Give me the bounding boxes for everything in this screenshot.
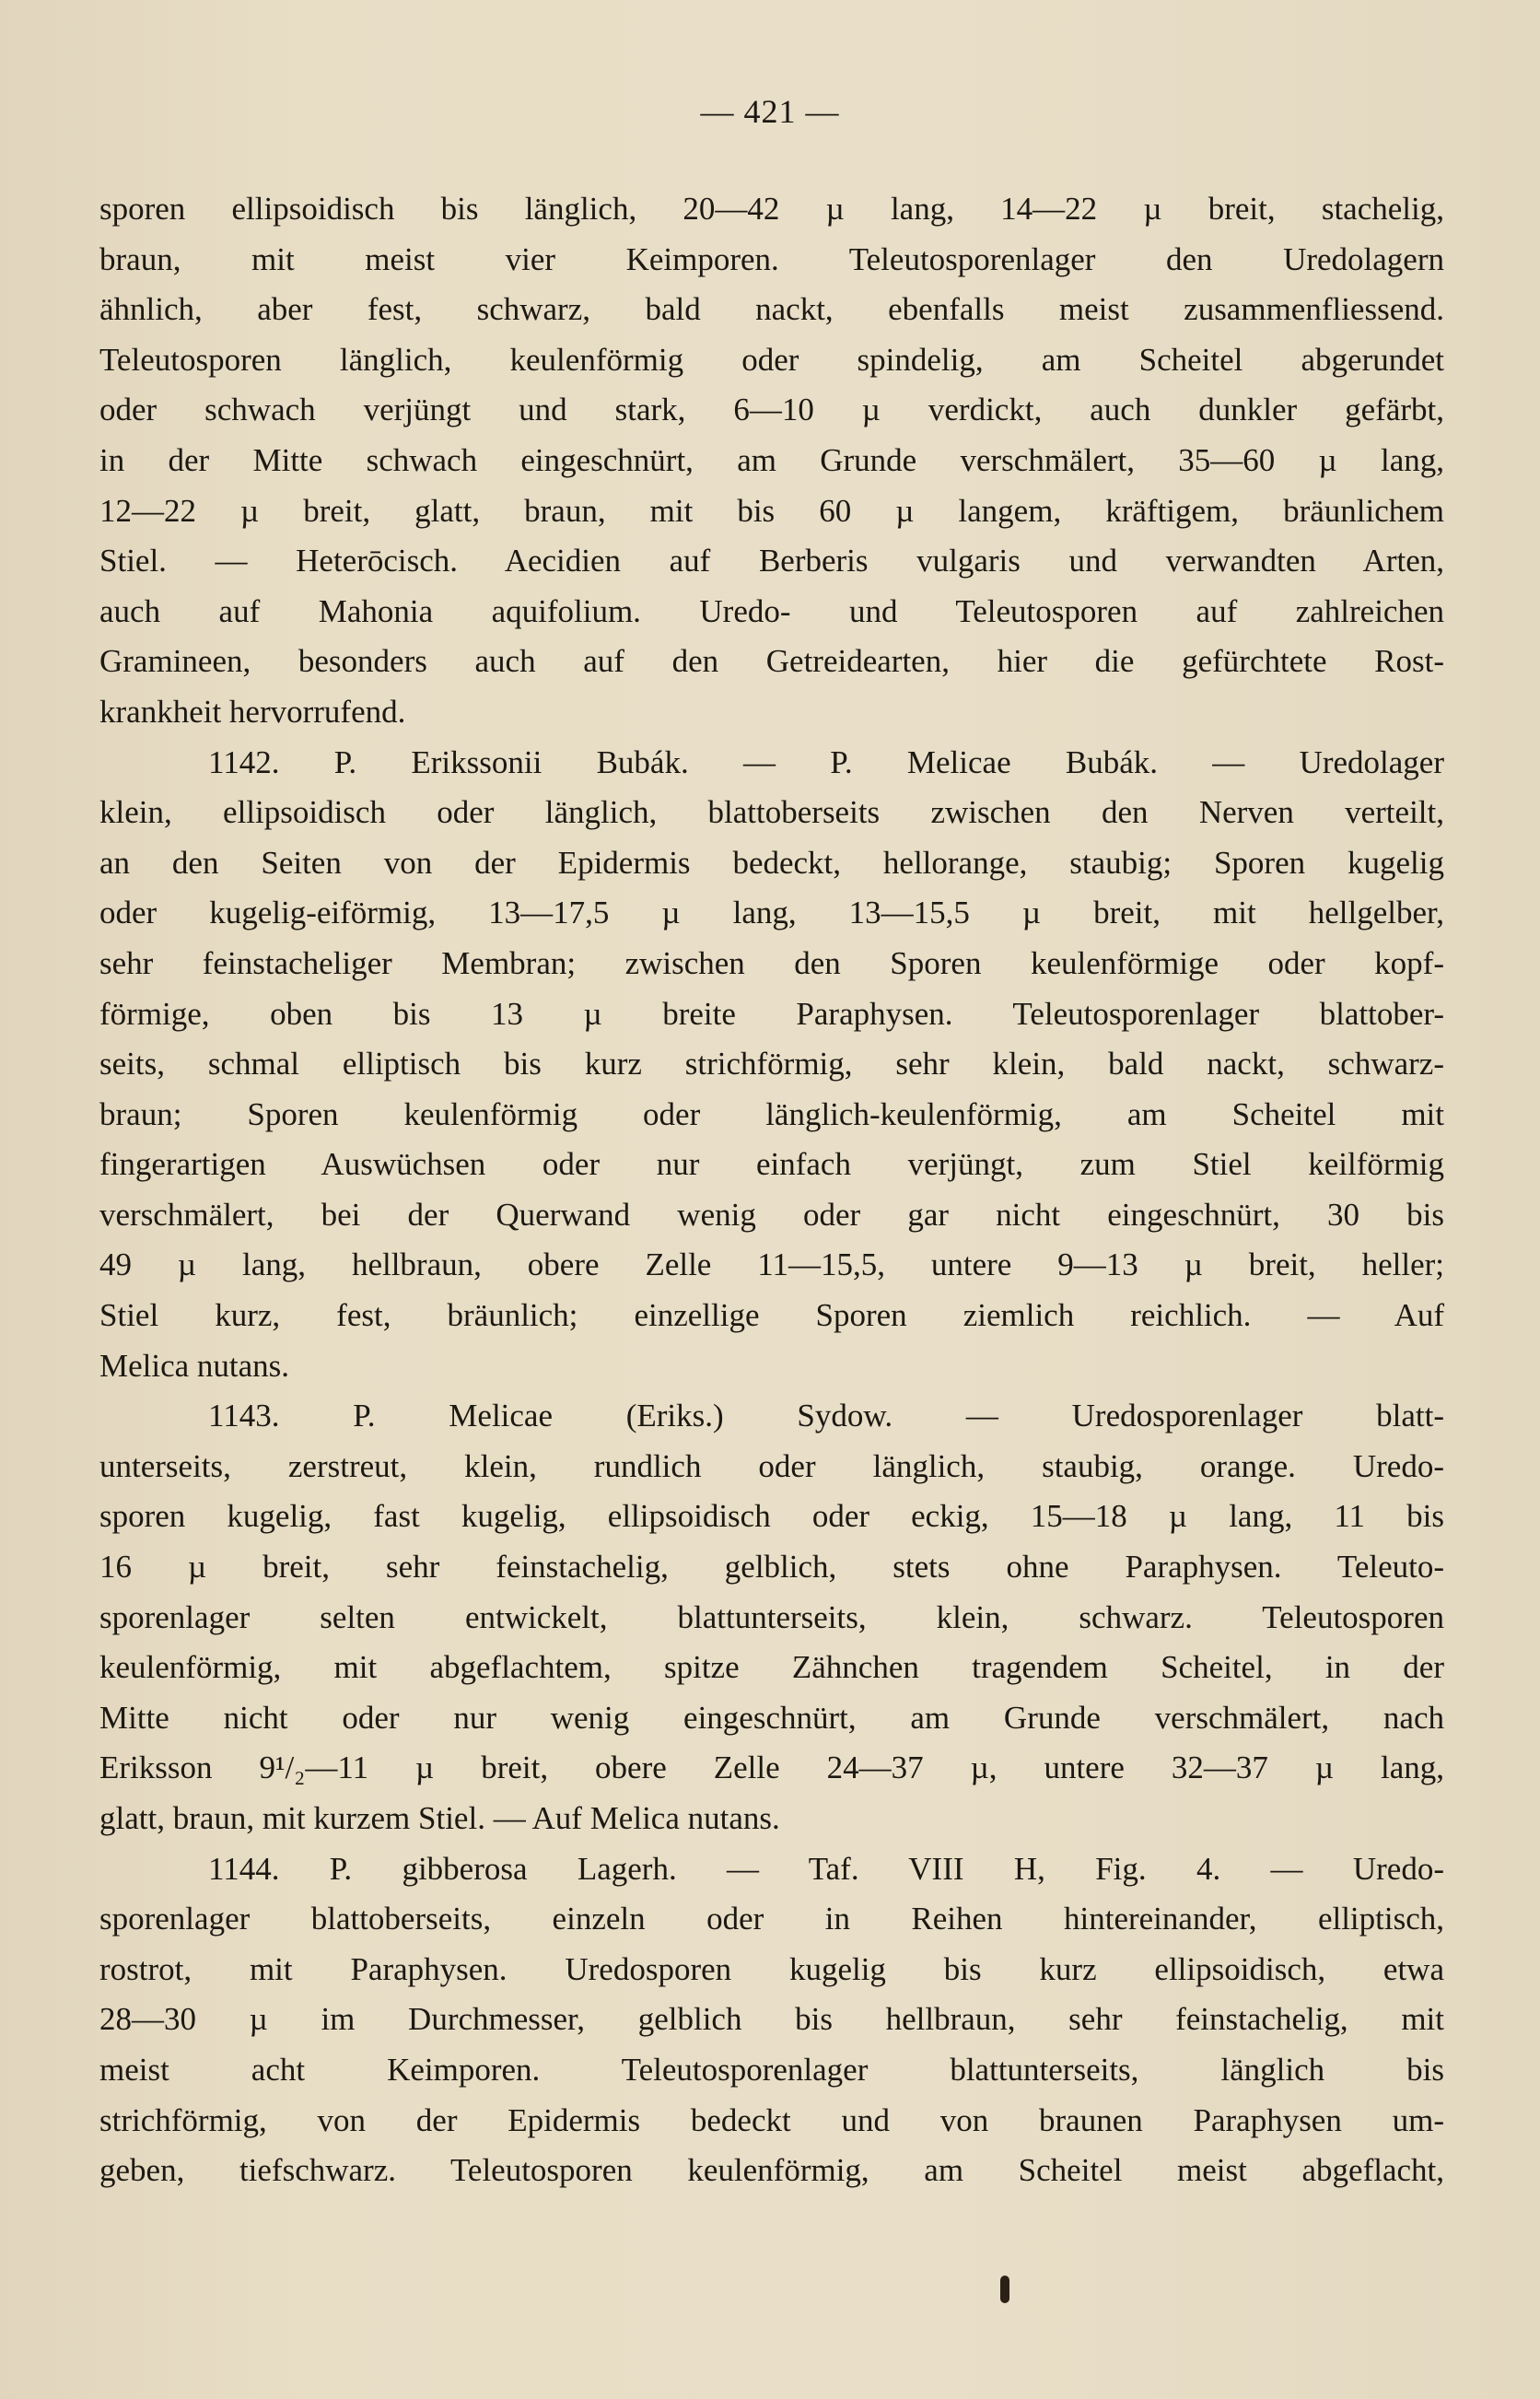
- text-line: verschmälert, bei der Querwand wenig oder gar nicht eingeschnürt, 30 bis: [99, 1196, 1444, 1233]
- text-line: an den Seiten von der Epidermis bedeckt, hellorange, staubig; Sporen kugelig: [99, 844, 1444, 881]
- text-line: Mitte nicht oder nur wenig eingeschnürt, am Grunde verschmälert, nach: [99, 1699, 1444, 1736]
- text-line: sporen kugelig, fast kugelig, ellipsoidisch oder eckig, 15—18 µ lang, 11 bis: [99, 1498, 1444, 1535]
- page-number: — 421 —: [700, 93, 840, 130]
- text-line: Stiel. — Heterōcisch. Aecidien auf Berberis vulgaris und verwandten Arten,: [99, 543, 1444, 579]
- text-line: klein, ellipsoidisch oder länglich, blattoberseits zwischen den Nerven verteilt,: [99, 794, 1444, 831]
- text-line: braun, mit meist vier Keimporen. Teleutosporenlager den Uredolagern: [99, 240, 1444, 277]
- text-line: keulenförmig, mit abgeflachtem, spitze Zähnchen tragendem Scheitel, in der: [99, 1649, 1444, 1686]
- text-line: 16 µ breit, sehr feinstachelig, gelblich, stets ohne Paraphysen. Teleuto-: [99, 1549, 1444, 1586]
- text-line: seits, schmal elliptisch bis kurz strichförmig, sehr klein, bald nackt, schwarz-: [99, 1046, 1444, 1082]
- text-line: auch auf Mahonia aquifolium. Uredo- und Teleutosporen auf zahlreichen: [99, 592, 1444, 629]
- ink-spot: [1000, 2276, 1009, 2303]
- text-line: 1144. P. gibberosa Lagerh. — Taf. VIII H, Fig. 4. — Uredo-: [208, 1850, 1444, 1887]
- body-text: [99, 184, 1444, 2196]
- text-line: sporenlager blattoberseits, einzeln oder in Reihen hintereinander, elliptisch,: [99, 1901, 1444, 1937]
- text-line: Melica nutans.: [99, 1347, 290, 1384]
- text-line: glatt, braun, mit kurzem Stiel. — Auf Melica nutans.: [99, 1800, 780, 1836]
- text-line: oder kugelig-eiförmig, 13—17,5 µ lang, 13—15,5 µ breit, mit hellgelber,: [99, 895, 1444, 931]
- text-line: Gramineen, besonders auch auf den Getreidearten, hier die gefürchtete Rost-: [99, 643, 1444, 680]
- text-line: oder schwach verjüngt und stark, 6—10 µ verdickt, auch dunkler gefärbt,: [99, 392, 1444, 428]
- text-line: ähnlich, aber fest, schwarz, bald nackt, ebenfalls meist zusammenfliessend.: [99, 291, 1444, 328]
- text-line: Teleutosporen länglich, keulenförmig oder spindelig, am Scheitel abgerundet: [99, 341, 1444, 378]
- text-line: 1143. P. Melicae (Eriks.) Sydow. — Uredosporenlager blatt-: [208, 1398, 1444, 1434]
- text-line: unterseits, zerstreut, klein, rundlich oder länglich, staubig, orange. Uredo-: [99, 1447, 1444, 1484]
- text-line: sehr feinstacheliger Membran; zwischen den Sporen keulenförmige oder kopf-: [99, 944, 1444, 981]
- text-line: 28—30 µ im Durchmesser, gelblich bis hellbraun, sehr feinstachelig, mit: [99, 2001, 1444, 2038]
- text-line: fingerartigen Auswüchsen oder nur einfach verjüngt, zum Stiel keilförmig: [99, 1146, 1444, 1183]
- text-line: krankheit hervorrufend.: [99, 693, 406, 730]
- text-line: Stiel kurz, fest, bräunlich; einzellige Sporen ziemlich reichlich. — Auf: [99, 1297, 1444, 1334]
- text-line: in der Mitte schwach eingeschnürt, am Grunde verschmälert, 35—60 µ lang,: [99, 441, 1444, 478]
- text-line: rostrot, mit Paraphysen. Uredosporen kugelig bis kurz ellipsoidisch, etwa: [99, 1950, 1444, 1987]
- text-line: 1142. P. Erikssonii Bubák. — P. Melicae Bubák. — Uredolager: [208, 743, 1444, 780]
- text-line: geben, tiefschwarz. Teleutosporen keulenförmig, am Scheitel meist abgeflacht,: [99, 2152, 1444, 2189]
- text-line: sporen ellipsoidisch bis länglich, 20—42 µ lang, 14—22 µ breit, stachelig,: [99, 191, 1444, 227]
- text-line: 12—22 µ breit, glatt, braun, mit bis 60 µ langem, kräftigem, bräunlichem: [99, 492, 1444, 529]
- text-line: strichförmig, von der Epidermis bedeckt und von braunen Paraphysen um-: [99, 2101, 1444, 2138]
- text-line: Eriksson 9¹/₂—11 µ breit, obere Zelle 24—37 µ, untere 32—37 µ lang,: [99, 1750, 1444, 1786]
- text-line: 49 µ lang, hellbraun, obere Zelle 11—15,5, untere 9—13 µ breit, heller;: [99, 1246, 1444, 1283]
- text-line: förmige, oben bis 13 µ breite Paraphysen. Teleutosporenlager blattober-: [99, 995, 1444, 1032]
- text-line: sporenlager selten entwickelt, blattunterseits, klein, schwarz. Teleutosporen: [99, 1598, 1444, 1635]
- text-line: meist acht Keimporen. Teleutosporenlager blattunterseits, länglich bis: [99, 2051, 1444, 2088]
- text-line: braun; Sporen keulenförmig oder länglich-keulenförmig, am Scheitel mit: [99, 1095, 1444, 1132]
